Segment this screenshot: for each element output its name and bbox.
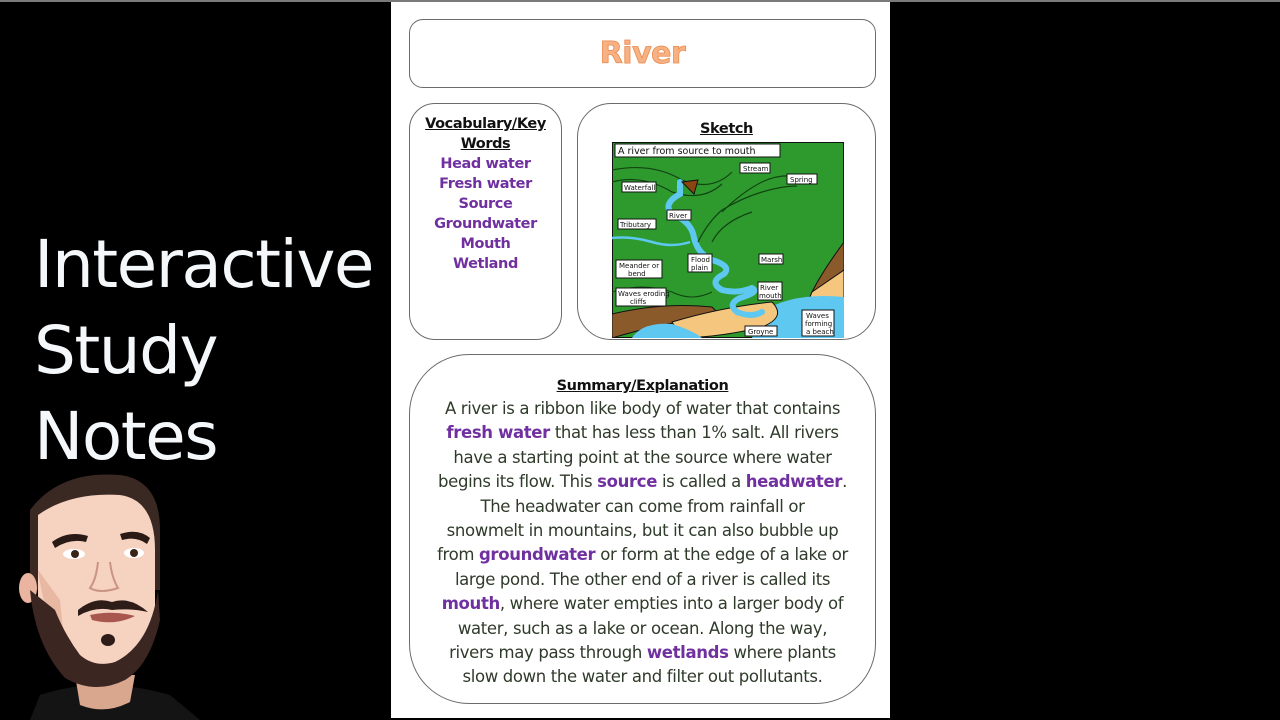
- vocab-item: Groundwater: [434, 216, 537, 232]
- keyword-highlight: headwater: [745, 472, 843, 492]
- summary-line: [416, 519, 869, 543]
- summary-line: [416, 421, 869, 445]
- svg-text:Marsh: Marsh: [761, 256, 783, 264]
- sketch-box: [577, 103, 876, 340]
- summary-text-segment: large pond. The other end of a river is called its: [454, 569, 831, 589]
- study-notes-page: [391, 2, 890, 718]
- overlay-title-line-3: Notes: [34, 398, 218, 475]
- keyword-highlight: source: [597, 472, 658, 492]
- summary-line: [416, 641, 869, 665]
- summary-text-segment: that has less than 1% salt. All rivers: [549, 423, 839, 443]
- svg-text:bend: bend: [628, 270, 646, 278]
- summary-paragraph: [410, 397, 875, 690]
- summary-box: [409, 354, 876, 704]
- summary-line: [416, 665, 869, 689]
- summary-text-segment: where plants: [728, 643, 836, 663]
- svg-text:Flood: Flood: [691, 256, 710, 264]
- summary-line: [416, 470, 869, 494]
- summary-line: [416, 397, 869, 421]
- svg-text:Waves eroding: Waves eroding: [618, 290, 670, 298]
- summary-line: [416, 617, 869, 641]
- vocabulary-list: [410, 154, 561, 274]
- overlay-title: [34, 222, 373, 480]
- keyword-highlight: mouth: [441, 594, 500, 614]
- summary-text-segment: rivers may pass through: [449, 643, 647, 663]
- vocab-item: Head water: [440, 156, 531, 172]
- summary-line: [416, 495, 869, 519]
- svg-text:cliffs: cliffs: [630, 298, 647, 306]
- summary-text-segment: or form at the edge of a lake or: [595, 545, 848, 565]
- svg-text:Waterfall: Waterfall: [624, 184, 656, 192]
- svg-text:Tributary: Tributary: [620, 221, 652, 229]
- summary-text-segment: from: [437, 545, 479, 565]
- svg-text:plain: plain: [691, 264, 709, 272]
- vocabulary-box: [409, 103, 562, 340]
- summary-text-segment: snowmelt in mountains, but it can also bubble up: [446, 521, 839, 541]
- vocab-item: Fresh water: [439, 176, 532, 192]
- summary-text-segment: is called a: [657, 472, 746, 492]
- keyword-highlight: wetlands: [646, 643, 729, 663]
- svg-text:forming: forming: [805, 320, 833, 328]
- river-diagram-image: [612, 142, 844, 338]
- summary-text-segment: .: [842, 472, 847, 492]
- vocabulary-heading-line-1: Vocabulary/Key: [425, 116, 546, 132]
- sketch-heading: Sketch: [700, 121, 753, 137]
- summary-text-segment: , where water empties into a larger body of: [499, 594, 844, 614]
- vocabulary-heading: [410, 114, 561, 154]
- summary-text-segment: begins its flow. This: [438, 472, 598, 492]
- overlay-title-line-1: Interactive: [34, 226, 374, 303]
- vocab-item: Wetland: [453, 256, 518, 272]
- page-title: River: [599, 36, 686, 71]
- svg-text:mouth: mouth: [759, 292, 782, 300]
- svg-text:Groyne: Groyne: [748, 328, 774, 336]
- keyword-highlight: groundwater: [478, 545, 596, 565]
- svg-text:Waves: Waves: [806, 312, 829, 320]
- summary-text-segment: A river is a ribbon like body of water that contains: [444, 399, 841, 418]
- summary-line: [416, 592, 869, 616]
- vocab-item: Source: [458, 196, 513, 212]
- svg-text:a beach: a beach: [806, 328, 834, 336]
- svg-text:River: River: [760, 284, 779, 292]
- summary-text-segment: have a starting point at the source where water: [453, 447, 832, 467]
- svg-text:A river from source to mouth: A river from source to mouth: [618, 146, 756, 157]
- vocabulary-heading-line-2: Words: [460, 136, 511, 152]
- svg-text:River: River: [669, 212, 688, 220]
- svg-text:Meander or: Meander or: [619, 262, 660, 270]
- vocab-item: Mouth: [460, 236, 511, 252]
- summary-text-segment: slow down the water and filter out pollutants.: [462, 667, 823, 687]
- svg-text:Stream: Stream: [743, 165, 769, 173]
- summary-line: [416, 446, 869, 470]
- summary-text-segment: water, such as a lake or ocean. Along the way,: [457, 618, 828, 638]
- avatar-cartoon-man-icon: [0, 470, 215, 720]
- summary-line: [416, 543, 869, 567]
- summary-text-segment: The headwater can come from rainfall or: [480, 496, 805, 516]
- summary-heading: Summary/Explanation: [556, 378, 729, 394]
- overlay-title-line-2: Study: [34, 312, 218, 389]
- svg-text:Spring: Spring: [790, 176, 813, 184]
- summary-line: [416, 568, 869, 592]
- title-box: [409, 19, 876, 88]
- keyword-highlight: fresh water: [446, 423, 550, 443]
